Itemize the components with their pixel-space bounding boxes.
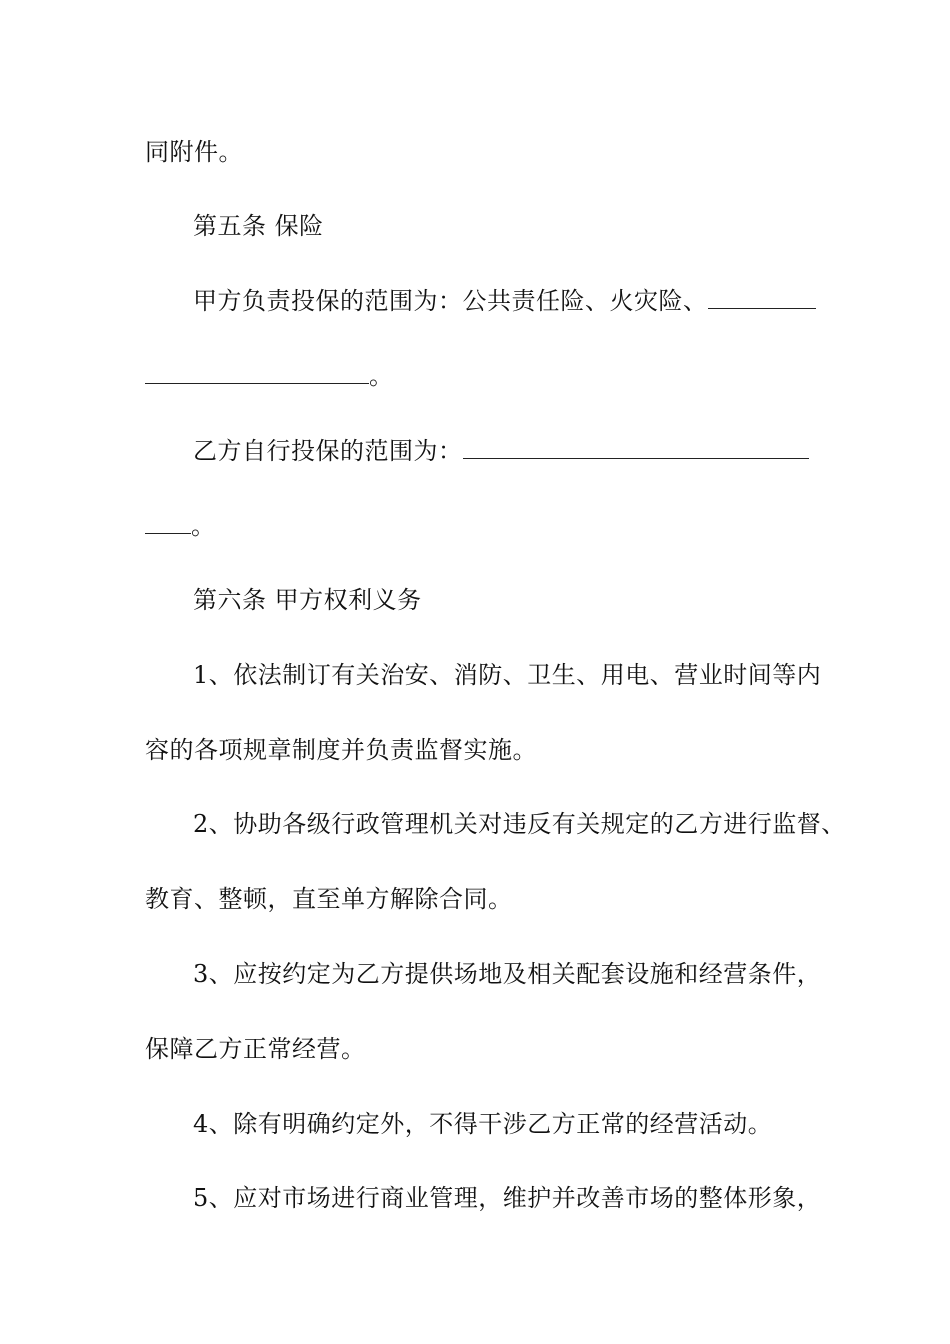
text-content: 3、应按约定为乙方提供场地及相关配套设施和经营条件， [193, 960, 822, 988]
text-line [193, 809, 846, 839]
text-content: 教育、整顿，直至单方解除合同。 [145, 885, 513, 913]
text-line [145, 511, 216, 541]
text-line [193, 436, 809, 466]
text-line [145, 137, 243, 167]
text-content: 甲方负责投保的范围为：公共责任险、火灾险、 [193, 287, 708, 315]
text-line [193, 660, 821, 690]
text-content: 保障乙方正常经营。 [145, 1035, 366, 1063]
text-content: 同附件。 [145, 138, 243, 166]
section-heading-article-5 [193, 211, 324, 241]
section-heading-article-6 [193, 585, 422, 615]
text-content: 4、除有明确约定外，不得干涉乙方正常的经营活动。 [193, 1110, 773, 1138]
fill-in-blank [463, 436, 809, 459]
fill-in-blank [145, 511, 191, 534]
text-content: 2、协助各级行政管理机关对违反有关规定的乙方进行监督、 [193, 810, 846, 838]
text-content: 。 [369, 362, 394, 390]
text-content: 乙方自行投保的范围为： [193, 437, 463, 465]
text-content: 容的各项规章制度并负责监督实施。 [145, 736, 537, 764]
text-line [145, 1034, 366, 1064]
text-line [193, 286, 816, 316]
fill-in-blank [708, 286, 816, 309]
text-line [145, 884, 513, 914]
text-line [193, 959, 821, 989]
heading-text: 第六条 甲方权利义务 [193, 586, 422, 614]
fill-in-blank [145, 361, 369, 384]
text-line [193, 1109, 772, 1139]
text-line [145, 361, 394, 391]
text-line [145, 735, 537, 765]
heading-text: 第五条 保险 [193, 212, 324, 240]
text-content: 。 [191, 512, 216, 540]
text-line [193, 1183, 821, 1213]
text-content: 5、应对市场进行商业管理，维护并改善市场的整体形象， [193, 1184, 822, 1212]
text-content: 1、依法制订有关治安、消防、卫生、用电、营业时间等内 [193, 661, 822, 689]
